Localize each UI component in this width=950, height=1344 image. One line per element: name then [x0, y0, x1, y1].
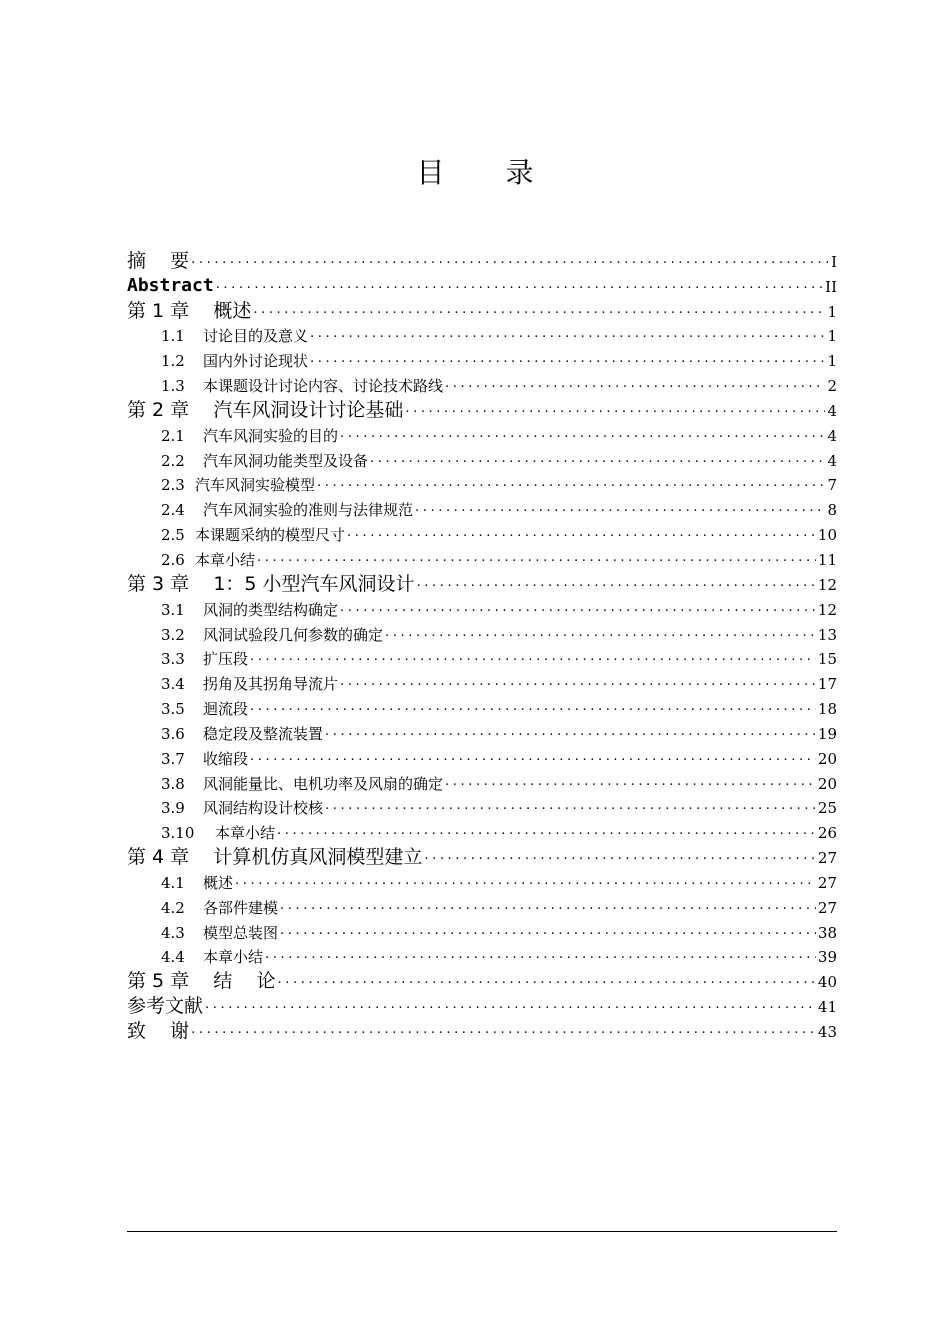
toc-page-number: 25: [817, 799, 837, 818]
toc-entry-number: 2.5: [161, 526, 185, 545]
toc-entry-text: 参考文献: [127, 995, 204, 1018]
toc-entry-text: 本章小结: [195, 550, 256, 569]
toc-entry-number: 3.2: [161, 625, 185, 644]
toc-section-entry[interactable]: [127, 495, 837, 520]
dot-leader: [325, 723, 816, 741]
toc-entry-number: 第 5 章: [127, 970, 190, 993]
dot-leader: [340, 425, 825, 443]
dot-leader: [445, 375, 825, 393]
toc-page-number: 13: [817, 625, 837, 644]
toc-page-number: 20: [817, 749, 837, 768]
toc-page-number: 2: [827, 377, 837, 396]
toc-entry-label: [161, 774, 443, 794]
dot-leader: [257, 549, 816, 567]
toc-page-number: 1: [827, 352, 837, 371]
toc-entry-label: [127, 846, 422, 868]
toc-entry-label: [161, 600, 338, 620]
toc-chapter-entry[interactable]: [127, 247, 837, 272]
toc-entry-text: 各部件建模: [203, 898, 279, 917]
toc-entry-text: 国内外讨论现状: [203, 352, 309, 371]
toc-page-number: II: [825, 277, 837, 296]
toc-page-number: 12: [817, 575, 837, 594]
toc-section-entry[interactable]: [127, 446, 837, 471]
toc-page-number: 4: [827, 426, 837, 445]
toc-page-number: 27: [817, 849, 837, 868]
toc-chapter-entry[interactable]: [127, 297, 837, 322]
toc-chapter-entry[interactable]: [127, 1017, 837, 1042]
dot-leader: [191, 251, 829, 269]
toc-entry-number: 2.6: [161, 550, 185, 569]
dot-leader: [280, 922, 816, 940]
toc-entry-text: 汽车风洞实验模型: [195, 476, 316, 495]
toc-section-entry[interactable]: [127, 694, 837, 719]
toc-page-number: 4: [827, 451, 837, 470]
toc-section-entry[interactable]: [127, 794, 837, 819]
toc-entry-number: 2.1: [161, 426, 185, 445]
toc-entry-number: 第 2 章: [127, 398, 190, 421]
toc-entry-number: 3.3: [161, 650, 185, 669]
toc-entry-text: 概述: [203, 873, 234, 892]
toc-section-entry[interactable]: [127, 893, 837, 918]
toc-entry-label: [127, 1020, 189, 1042]
toc-entry-label: [161, 947, 263, 967]
toc-section-entry[interactable]: [127, 719, 837, 744]
toc-entry-number: 1.3: [161, 377, 185, 396]
toc-chapter-entry[interactable]: [127, 967, 837, 992]
toc-entry-text: 概述: [213, 299, 252, 322]
toc-section-entry[interactable]: [127, 744, 837, 769]
toc-page-number: 10: [817, 526, 837, 545]
toc-page-number: 26: [817, 824, 837, 843]
toc-entry-label: [161, 649, 248, 669]
dot-leader: [417, 574, 816, 592]
toc-entry-label: [161, 749, 248, 769]
toc-page-number: 41: [817, 998, 837, 1017]
toc-entry-number: 3.7: [161, 749, 185, 768]
footer-rule: [127, 1231, 837, 1232]
toc-entry-number: 3.10: [161, 824, 195, 843]
toc-entry-text: 结 论: [213, 970, 276, 993]
toc-page-number: 18: [817, 700, 837, 719]
toc-entry-label: [161, 525, 345, 545]
toc-page-number: 40: [817, 973, 837, 992]
toc-entry-label: [161, 873, 233, 893]
toc-entry-text: 本章小结: [215, 824, 276, 843]
dot-leader: [424, 847, 816, 865]
toc-entry-number: 4.3: [161, 923, 185, 942]
dot-leader: [250, 748, 816, 766]
dot-leader: [277, 822, 816, 840]
toc-entry-text: 扩压段: [203, 650, 249, 669]
toc-entry-label: [161, 724, 323, 744]
toc-page-number: 11: [817, 550, 837, 569]
toc-page-number: I: [831, 252, 837, 271]
toc-entry-label: [161, 500, 413, 520]
toc-entry-label: [161, 451, 368, 471]
toc-entry-number: 4.4: [161, 948, 185, 967]
dot-leader: [317, 474, 825, 492]
toc-section-entry[interactable]: [127, 595, 837, 620]
toc-page-number: 39: [817, 948, 837, 967]
dot-leader: [280, 897, 816, 915]
dot-leader: [253, 301, 825, 319]
toc-entry-label: [161, 823, 275, 843]
toc-entry-text: 风洞能量比、电机功率及风扇的确定: [203, 774, 444, 793]
toc-entry-text: 汽车风洞功能类型及设备: [203, 451, 369, 470]
toc-section-entry[interactable]: [127, 818, 837, 843]
toc-section-entry[interactable]: [127, 645, 837, 670]
dot-leader: [310, 350, 825, 368]
toc-section-entry[interactable]: [127, 918, 837, 943]
toc-entry-text: 本章小结: [203, 948, 264, 967]
toc-entry-label: [161, 898, 278, 918]
toc-entry-number: 4.2: [161, 898, 185, 917]
dot-leader: [325, 797, 816, 815]
dot-leader: [340, 599, 816, 617]
toc-entry-number: 3.5: [161, 700, 185, 719]
toc-entry-label: [161, 475, 315, 495]
toc-entry-number: 3.9: [161, 799, 185, 818]
toc-page-number: 19: [817, 724, 837, 743]
dot-leader: [385, 624, 816, 642]
toc-entry-text: 收缩段: [203, 749, 249, 768]
toc-page-number: 1: [827, 302, 837, 321]
toc-entry-label: [161, 674, 338, 694]
toc-entry-number: 3.8: [161, 774, 185, 793]
toc-entry-label: [127, 399, 403, 421]
toc-section-entry[interactable]: [127, 471, 837, 496]
toc-page-number: 27: [817, 873, 837, 892]
toc-entry-text: Abstract: [127, 274, 214, 296]
toc-entry-number: 2.2: [161, 451, 185, 470]
dot-leader: [265, 946, 816, 964]
toc-entry-number: 1.2: [161, 352, 185, 371]
toc-entry-number: 1.1: [161, 327, 185, 346]
toc-section-entry[interactable]: [127, 769, 837, 794]
toc-page-number: 1: [827, 327, 837, 346]
toc-entry-number: 2.4: [161, 501, 185, 520]
toc-page-number: 38: [817, 923, 837, 942]
toc-section-entry[interactable]: [127, 322, 837, 347]
toc-entry-text: 本课题采纳的模型尺寸: [195, 526, 346, 545]
toc-page-number: 27: [817, 898, 837, 917]
toc-entry-number: 3.6: [161, 724, 185, 743]
toc-entry-number: 4.1: [161, 873, 185, 892]
toc-entry-text: 致 谢: [127, 1020, 190, 1042]
dot-leader: [340, 673, 816, 691]
toc-section-entry[interactable]: [127, 520, 837, 545]
dot-leader: [250, 648, 816, 666]
toc-entry-text: 风洞试验段几何参数的确定: [203, 625, 384, 644]
toc-entry-label: [161, 923, 278, 943]
toc-entry-text: 汽车风洞实验的准则与法律规范: [203, 501, 414, 520]
dot-leader: [370, 450, 825, 468]
toc-entry-text: 摘 要: [127, 249, 190, 272]
toc-entry-text: 迴流段: [203, 700, 249, 719]
toc-entry-label: [161, 426, 338, 446]
toc-entry-text: 汽车风洞设计讨论基础: [213, 398, 404, 421]
toc-section-entry[interactable]: [127, 943, 837, 968]
toc-page-number: 43: [817, 1023, 837, 1041]
toc-chapter-entry[interactable]: [127, 843, 837, 868]
dot-leader: [250, 698, 816, 716]
dot-leader: [310, 325, 825, 343]
toc-entry-text: 1：5 小型汽车风洞设计: [213, 572, 415, 595]
toc-entry-text: 风洞结构设计校核: [203, 799, 324, 818]
toc-entry-label: [161, 326, 308, 346]
toc-entry-label: [161, 376, 443, 396]
toc-entry-number: 2.3: [161, 476, 185, 495]
toc-entry-label: [161, 699, 248, 719]
toc-entry-label: [161, 625, 383, 645]
toc-entry-text: 本课题设计讨论内容、讨论技术路线: [203, 377, 444, 396]
table-of-contents: [127, 247, 837, 1042]
toc-entry-label: [127, 995, 203, 1017]
toc-entry-text: 拐角及其拐角导流片: [203, 675, 339, 694]
toc-section-entry[interactable]: [127, 669, 837, 694]
toc-entry-text: 汽车风洞实验的目的: [203, 426, 339, 445]
dot-leader: [415, 499, 825, 517]
toc-chapter-entry[interactable]: [127, 570, 837, 595]
toc-entry-label: [161, 798, 323, 818]
toc-entry-number: 3.1: [161, 600, 185, 619]
toc-entry-label: [127, 573, 415, 595]
toc-entry-number: 第 1 章: [127, 299, 190, 322]
toc-page-number: 4: [827, 401, 837, 420]
dot-leader: [405, 400, 825, 418]
toc-page-number: 15: [817, 650, 837, 669]
toc-section-entry[interactable]: [127, 620, 837, 645]
toc-entry-label: [127, 250, 189, 272]
toc-page-number: 7: [827, 476, 837, 495]
toc-entry-number: 第 4 章: [127, 846, 190, 869]
toc-section-entry[interactable]: [127, 371, 837, 396]
dot-leader: [278, 971, 816, 989]
toc-entry-label: [127, 275, 214, 297]
toc-page-number: 12: [817, 600, 837, 619]
toc-entry-text: 讨论目的及意义: [203, 327, 309, 346]
toc-entry-label: [161, 351, 308, 371]
toc-page-number: 17: [817, 675, 837, 694]
toc-section-entry[interactable]: [127, 346, 837, 371]
toc-entry-label: [127, 970, 276, 992]
dot-leader: [205, 996, 816, 1014]
toc-chapter-entry[interactable]: [127, 396, 837, 421]
toc-entry-text: 稳定段及整流装置: [203, 724, 324, 743]
dot-leader: [445, 773, 816, 791]
toc-section-entry[interactable]: [127, 421, 837, 446]
dot-leader: [235, 872, 816, 890]
toc-entry-number: 3.4: [161, 675, 185, 694]
toc-chapter-entry[interactable]: [127, 272, 837, 297]
toc-section-entry[interactable]: [127, 868, 837, 893]
toc-entry-number: 第 3 章: [127, 572, 190, 595]
toc-chapter-entry[interactable]: [127, 992, 837, 1017]
dot-leader: [216, 276, 823, 294]
toc-entry-text: 计算机仿真风洞模型建立: [213, 846, 423, 869]
toc-page-number: 8: [827, 501, 837, 520]
dot-leader: [347, 524, 816, 542]
toc-section-entry[interactable]: [127, 545, 837, 570]
page-title: 目 录: [416, 156, 560, 189]
toc-entry-label: [161, 550, 255, 570]
toc-entry-text: 风洞的类型结构确定: [203, 600, 339, 619]
dot-leader: [191, 1021, 816, 1039]
toc-page-number: 20: [817, 774, 837, 793]
toc-entry-text: 模型总装图: [203, 923, 279, 942]
toc-entry-label: [127, 300, 251, 322]
